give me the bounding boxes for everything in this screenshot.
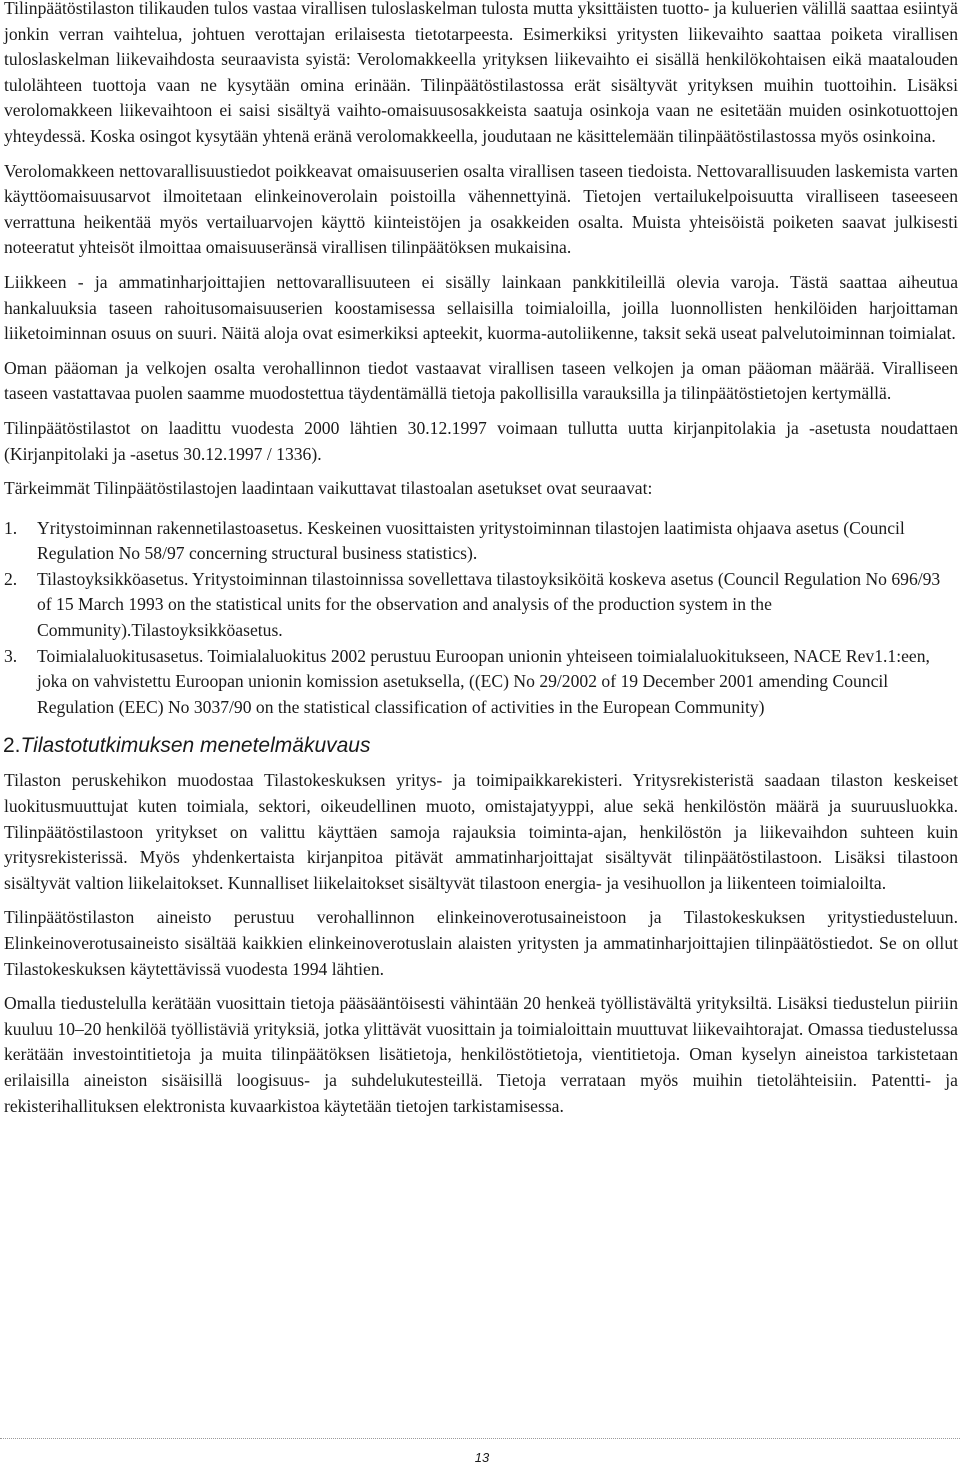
footer-divider <box>0 1438 960 1439</box>
list-item <box>4 644 958 721</box>
list-item <box>4 567 958 644</box>
page-number: 13 <box>474 1450 490 1465</box>
list-item-number: 3. <box>4 645 18 666</box>
paragraph: Verolomakkeen nettovarallisuustiedot poikkeavat omaisuuserien osalta virallisen taseen tiedoista. Nettovarallisuuden laskemista varten käyttöomaisuusarvot ilmoitetaan elinkeinoverolain poistoilla vähennettyinä. Tietojen vertailukelpoisuutta viralliseen taseeseen verrattuna heikentää myös vertailuarvojen käyttö kiinteistöjen ja osakkeiden osalta. Muista yhteisöistä poiketen saavat julkisesti noteeratut yhteisöt ilmoittaa omaisuuseränsä virallisen tilinpäätöksen mukaisina. <box>4 160 958 258</box>
section-heading <box>3 734 958 758</box>
paragraph: Liikkeen - ja ammatinharjoittajien nettovarallisuuteen ei sisälly lainkaan pankkitileillä olevia varoja. Tästä saattaa aiheutua hankaluuksia taseen rahoitusomaisuuserien koostamisessa sellaisilla toimialoilla, joilla luonnollisten henkilöiden harjoittaman liiketoiminnan osuus on suuri. Näitä aloja ovat esimerkiksi apteekit, kuorma-autoliikenne, taksit sekä useat palvelutoiminnan toimialat. <box>4 271 958 344</box>
section-title: Tilastotutkimuksen menetelmäkuvaus <box>20 734 371 758</box>
section-number: 2. <box>3 734 21 758</box>
paragraph: Tilinpäätöstilastot on laadittu vuodesta 2000 lähtien 30.12.1997 voimaan tullutta uutta kirjanpitolakia ja -asetusta noudattaen (Kirjanpitolaki ja -asetus 30.12.1997 / 1336). <box>4 417 958 464</box>
paragraph: Tilinpäätöstilaston tilikauden tulos vastaa virallisen tuloslaskelman tulosta mutta yksittäisten tuotto- ja kuluerien välillä saattaa esiintyä jonkin verran vaihtelua, johtuen verottajan erilaisesta tietotarpeesta. Esimerkiksi yritysten liikevaihto saattaa poiketa virallisen tuloslaskelman liikevaihdosta seuraavista syistä: Verolomakkeella yrityksen liikevaihto ei sisällä henkilökohtaisen eikä maatalouden tulolähteen tuottoja vaan ne kysytään omina erinään. Tilinpäätöstilastossa erät sisältyvät yrityksen muihin tuottoihin. Lisäksi verolomakkeen liikevaihtoon ei saisi sisältyä vaihto-omaisuusosakkeista saatuja osinkoja vaan ne esitetään muiden osinkotuottojen yhteydessä. Koska osingot kysytään yhtenä eränä verolomakkeella, joudutaan ne käsittelemään tilinpäätöstilastossa myös osinkoina. <box>4 0 958 146</box>
list-item-text: Toimialaluokitusasetus. Toimialaluokitus 2002 perustuu Euroopan unionin yhteiseen toimialaluokitukseen, NACE Rev1.1:een, joka on vahvistettu Euroopan unionin komission asetuksella, ((EC) No 29/2002 of 19 December 2001 amending Council Regulation (EEC) No 3037/90 on the statistical classification of activities in the European Community) <box>37 645 930 717</box>
document-page <box>4 0 958 1128</box>
paragraph: Tilaston peruskehikon muodostaa Tilastokeskuksen yritys- ja toimipaikkarekisteri. Yritysrekisteristä saadaan tilaston keskeiset luokitusmuuttujat kuten toimiala, sektori, oikeudellinen muoto, omistajatyyppi, alue sekä henkilöstön määrä ja suuruusluokka. Tilinpäätöstilastoon yritykset on valittu käyttäen samoja rajauksia toiminta-ajan, henkilöstön ja liikevaihdon suhteen kuin yritysrekisterissä. Myös yhdenkertaista kirjanpitoa pitävät ammatinharjoittajat sisältyvät tilinpäätöstilastoon. Lisäksi tilastoon sisältyvät valtion liikelaitokset. Kunnalliset liikelaitokset sisältyvät tilastoon energia- ja vesihuollon ja liikenteen toimialoilta. <box>4 770 958 893</box>
paragraph: Oman pääoman ja velkojen osalta verohallinnon tiedot vastaavat virallisen taseen velkojen ja oman pääoman määrää. Viralliseen taseen vastattavaa puolen saamme muodostettua täydentämällä tietoja pakollisilla varauksilla ja tilinpäätöstietojen kertymällä. <box>4 357 958 404</box>
paragraph: Tilinpäätöstilaston aineisto perustuu verohallinnon elinkeinoverotusaineistoon ja Tilastokeskuksen yritystiedusteluun. Elinkeinoverotusaineisto sisältää kaikkien elinkeinoverotuslain alaisten yritysten ja ammatinharjoittajien tilinpäätöstiedot. Se on ollut Tilastokeskuksen käytettävissä vuodesta 1994 lähtien. <box>4 907 958 979</box>
paragraph: Omalla tiedustelulla kerätään vuosittain tietoja pääsääntöisesti vähintään 20 henkeä työllistävältä yrityksiltä. Lisäksi tiedustelun piiriin kuuluu 10–20 henkilöä työllistäviä yrityksiä, jotka ylittävät vuosittain ja toimialoittain muuttuvat liikevaihtorajat. Omassa tiedustelussa kerätään investointitietoja ja muita tilinpäätöksen lisätietoja, henkilöstötietoja, vientitietoja. Oman kyselyn aineistoa tarkistetaan erilaisilla aineiston sisäisillä loogisuus- ja suhdelukutesteillä. Tietoja verrataan myös muihin tietolähteisiin. Patentti- ja rekisterihallituksen elektronista kuvaarkistoa käytetään tietojen tarkistamisessa. <box>4 993 958 1116</box>
list-item-text: Tilastoyksikköasetus. Yritystoiminnan tilastoinnissa sovellettava tilastoyksiköitä koskeva asetus (Council Regulation No 696/93 of 15 March 1993 on the statistical units for the observation and analysis of the production system in the Community).Tilastoyksikköasetus. <box>37 568 941 641</box>
paragraph: Tärkeimmät Tilinpäätöstilastojen laadintaan vaikuttavat tilastoalan asetukset ovat seuraavat: <box>4 478 653 499</box>
list-item-number: 2. <box>4 568 18 589</box>
list-item-number: 1. <box>4 517 18 538</box>
list-item-text: Yritystoiminnan rakennetilastoasetus. Keskeinen vuosittaisten yritystoiminnan tilastojen laatimista ohjaava asetus (Council Regulation No 58/97 concerning structural business statistics). <box>37 517 905 564</box>
list-item <box>4 516 958 567</box>
regulations-list <box>4 516 958 721</box>
